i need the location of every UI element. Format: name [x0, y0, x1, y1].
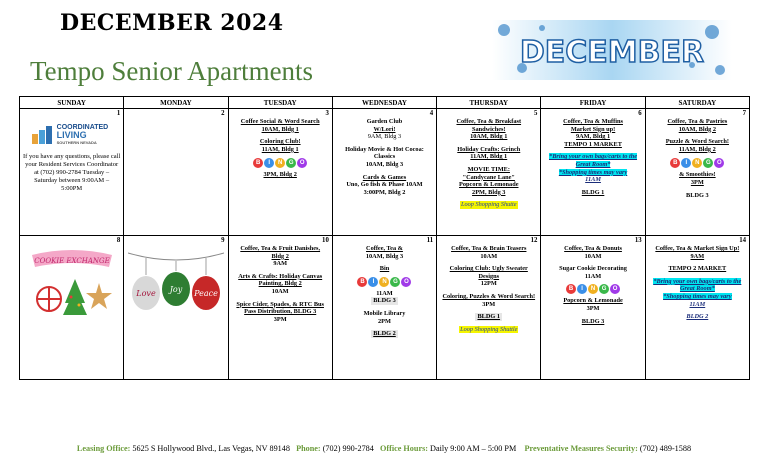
loop-shopping-shuttle: Loop Shopping Shutte	[460, 201, 517, 209]
event-time: 10AM, Bldg 1	[470, 133, 508, 141]
location-label: BLDG 2	[373, 330, 396, 338]
week-row	[20, 109, 750, 236]
event-holiday-movie	[336, 146, 433, 169]
day-cell-5	[437, 109, 541, 236]
footer	[0, 444, 768, 453]
market-notes	[544, 153, 641, 183]
event-title: Coffee, Tea & Breakfast Sandwiches!	[456, 118, 522, 133]
event-donuts	[544, 245, 641, 260]
svg-text:Peace: Peace	[194, 289, 218, 298]
market-note: *Shopping times may vary	[663, 292, 732, 300]
day-number: 9	[221, 237, 225, 244]
market-note: *Shopping times may vary	[558, 168, 628, 176]
location-label: BLDG 2	[686, 313, 709, 321]
weekday-friday: FRIDAY	[541, 97, 645, 109]
day-number: 6	[638, 110, 642, 117]
day-cell-8	[20, 236, 124, 380]
svg-text:Joy: Joy	[169, 285, 183, 294]
event-spice-cider	[232, 301, 329, 324]
day-number: 7	[742, 110, 746, 117]
event-subtitle: TEMPO 1 MARKET	[564, 140, 622, 148]
weekday-thursday: THURSDAY	[437, 97, 541, 109]
event-title: Coloring Club!	[259, 138, 301, 146]
day-number: 14	[739, 237, 746, 244]
event-time: 9AM	[273, 260, 288, 268]
event-title: Coloring Club: Ugly Sweater Designs	[449, 265, 528, 280]
hours-label: Office Hours:	[380, 444, 428, 453]
event-ugly-sweater	[440, 265, 537, 288]
loop-shopping-shuttle: Loop Shopping Shuttle	[460, 325, 518, 333]
event-title: MOVIE TIME:	[467, 165, 510, 173]
event-title: Coffee, Tea & Muffins	[563, 118, 623, 125]
phone-value: (702) 990-2784	[322, 444, 374, 453]
bingo-icon: B I N G O	[544, 284, 641, 294]
day-cell-13	[541, 236, 645, 380]
event-time: 11AM, Bldg 1	[470, 153, 508, 161]
event-title: Coloring, Puzzles & Word Search!	[442, 292, 536, 300]
svg-text:COOKIE EXCHANGE: COOKIE EXCHANGE	[33, 257, 110, 265]
day-cell-4	[332, 109, 436, 236]
event-coffee-tea	[336, 245, 433, 260]
event-title: Mobile Library	[363, 309, 406, 317]
event-bingo-title: Bin	[379, 265, 390, 273]
event-bingo	[336, 290, 433, 305]
event-time: 10AM	[271, 287, 289, 295]
event-title: Holiday Crafts: Grinch	[457, 145, 521, 153]
event-title: Spice Cider, Spades, & RTC Bus Pass Distribution, BLDG 3	[236, 300, 324, 316]
bingo-icon: B I N G O	[649, 158, 746, 168]
event-mobile-library	[336, 310, 433, 325]
market-notes	[649, 278, 746, 308]
event-time: 10AM	[584, 252, 602, 260]
event-title: Coffee, Tea & Pastries	[667, 118, 728, 125]
event-pastries	[649, 118, 746, 133]
phone-label: Phone:	[296, 444, 321, 453]
event-holiday-crafts	[440, 146, 537, 161]
weekday-sunday: SUNDAY	[20, 97, 124, 109]
location-label: BLDG 1	[581, 188, 605, 196]
day-number: 12	[530, 237, 538, 244]
event-subtitle: W/Lori!	[373, 125, 396, 133]
event-title: Sugar Cookie Decorating	[559, 265, 627, 273]
market-time: 11AM	[585, 176, 601, 184]
day-number: 13	[634, 237, 642, 244]
event-title: Coffee, Tea & Market Sign Up!	[655, 245, 740, 252]
day-cell-10	[228, 236, 332, 380]
event-title: Coffee, Tea & Fruit Danishes,	[240, 245, 321, 252]
event-puzzle	[649, 138, 746, 153]
event-time: 2PM	[378, 317, 391, 325]
event-title: Garden Club	[366, 118, 403, 125]
leasing-label: Leasing Office:	[76, 444, 131, 453]
day-cell-6	[541, 109, 645, 236]
weekday-saturday: SATURDAY	[645, 97, 749, 109]
event-title: Coffee, Tea &	[366, 245, 403, 252]
event-coffee-social	[232, 118, 329, 133]
event-cookie-decorating	[544, 265, 641, 280]
leasing-address: 5625 S Hollywood Blvd., Las Vegas, NV 89148	[132, 444, 290, 453]
event-time: 3:00PM, Bldg 2	[363, 188, 406, 196]
event-popcorn	[544, 297, 641, 312]
weekday-tuesday: TUESDAY	[228, 97, 332, 109]
day-number: 8	[116, 237, 121, 244]
logo-line-1: COORDINATED	[56, 124, 109, 131]
event-title: Popcorn & Lemonade	[563, 297, 623, 305]
event-subtitle: "Candycane Lane"	[462, 173, 515, 181]
event-time: 10AM	[480, 252, 498, 260]
event-time: 9AM	[690, 252, 705, 260]
event-brain-teasers	[440, 245, 537, 260]
event-time: 2PM, Bldg 3	[472, 188, 506, 196]
svg-text:Love: Love	[136, 289, 156, 298]
bingo-icon: B I N G O	[336, 277, 433, 287]
weekday-header-row	[20, 97, 750, 109]
event-subtitle: Bldg 2	[271, 252, 289, 260]
event-subtitle: Uno, Go fish & Phase 10AM	[346, 181, 423, 189]
ornaments-icon	[128, 245, 224, 325]
logo-line-2: LIVING	[56, 130, 87, 140]
event-time: 10AM, Bldg 1	[261, 125, 299, 133]
month-title: DECEMBER 2024	[60, 10, 284, 36]
event-time: 3PM, Bldg 2	[263, 171, 297, 179]
day-number: 11	[426, 237, 434, 244]
coordinated-living-logo	[32, 124, 112, 145]
event-time: 12PM	[480, 280, 497, 288]
event-title: Puzzle & Word Search!	[665, 138, 729, 146]
event-garden-club	[336, 118, 433, 141]
location-label: BLDG 1	[477, 313, 501, 321]
event-time: 11AM, Bldg 2	[678, 145, 716, 153]
event-title: Holiday Movie & Hot Cocoa: Classics	[345, 145, 424, 161]
hours-value: Daily 9:00 AM – 5:00 PM	[430, 444, 517, 453]
market-time: 11AM	[689, 300, 706, 308]
day-cell-3	[228, 109, 332, 236]
event-time: 3PM	[273, 315, 287, 323]
property-name: Tempo Senior Apartments	[30, 56, 314, 86]
event-smoothies	[649, 171, 746, 186]
event-time: 10AM, Bldg 2	[678, 125, 716, 133]
event-arts-crafts	[232, 273, 329, 296]
event-time: 3PM	[482, 300, 496, 308]
event-time: 11AM	[584, 272, 602, 280]
event-title: Cards & Games	[362, 173, 407, 181]
week-row	[20, 236, 750, 380]
event-time: 9AM, Bldg 1	[575, 133, 611, 141]
event-title: Coffee Social & Word Search	[240, 118, 320, 125]
day-number: 3	[325, 110, 329, 117]
event-coloring-puzzles	[440, 293, 537, 308]
event-movie-time	[440, 166, 537, 196]
weekday-monday: MONDAY	[124, 97, 228, 109]
logo-icon	[32, 126, 54, 144]
event-time: 11AM, Bldg 1	[261, 145, 299, 153]
day-number: 2	[221, 110, 225, 117]
event-time: 3PM	[690, 178, 704, 186]
event-time: 9AM, Bldg 3	[367, 133, 402, 141]
calendar-table	[19, 96, 750, 380]
day-cell-2	[124, 109, 228, 236]
event-time: 10AM, Bldg 3	[365, 252, 404, 260]
weekday-wednesday: WEDNESDAY	[332, 97, 436, 109]
day-cell-1	[20, 109, 124, 236]
event-title: & Smoothies!	[679, 171, 716, 179]
day-number: 4	[429, 110, 434, 117]
event-fruit-danishes	[232, 245, 329, 268]
location-label: BLDG 3	[373, 297, 396, 305]
security-label: Preventative Measures Security:	[524, 444, 638, 453]
december-banner	[492, 20, 732, 80]
location-label: BLDG 3	[686, 191, 709, 199]
market-note: *Bring your own bags/carts to the Great Room*	[653, 277, 742, 293]
location-label: BLDG 3	[581, 317, 605, 325]
event-subtitle: Popcorn & Lemonade	[459, 181, 519, 189]
event-title: Arts & Crafts: Holiday Canvas Painting, Bldg 2	[238, 272, 323, 288]
day-cell-7	[645, 109, 749, 236]
day-cell-9	[124, 236, 228, 380]
event-subtitle: Market Sign up!	[570, 125, 616, 133]
market-note: *Bring your own bags/carts to the Great Room*	[549, 153, 638, 168]
event-time: 10AM, Bldg 3	[365, 160, 404, 168]
event-coloring-club	[232, 138, 329, 153]
event-breakfast	[440, 118, 537, 141]
security-value: (702) 489-1588	[639, 444, 692, 453]
day-number: 1	[116, 110, 121, 117]
event-title: Coffee, Tea & Brain Teasers	[451, 245, 527, 252]
event-time: 11AM	[376, 289, 393, 297]
bingo-icon: B I N G O	[232, 158, 329, 168]
cookie-exchange-icon	[27, 245, 117, 325]
event-tempo-2-market: TEMPO 2 MARKET	[668, 265, 727, 273]
banner-text: DECEMBER	[519, 35, 705, 70]
event-cards-games	[336, 174, 433, 197]
event-time: 3PM	[586, 304, 600, 312]
resident-services-info: If you have any questions, please call your Resident Services Coordinator at (702) 990-2784 Tuesday – Saturday between 9:00AM – 5:00PM	[23, 153, 121, 192]
event-market-signup	[649, 245, 746, 260]
day-number: 5	[534, 110, 538, 117]
logo-line-3: SOUTHERN NEVADA	[56, 140, 97, 145]
day-cell-14	[645, 236, 749, 380]
day-cell-12	[437, 236, 541, 380]
event-muffins-market	[544, 118, 641, 148]
day-cell-11	[332, 236, 436, 380]
day-number: 10	[322, 237, 329, 244]
event-title: Coffee, Tea & Donuts	[564, 245, 622, 252]
